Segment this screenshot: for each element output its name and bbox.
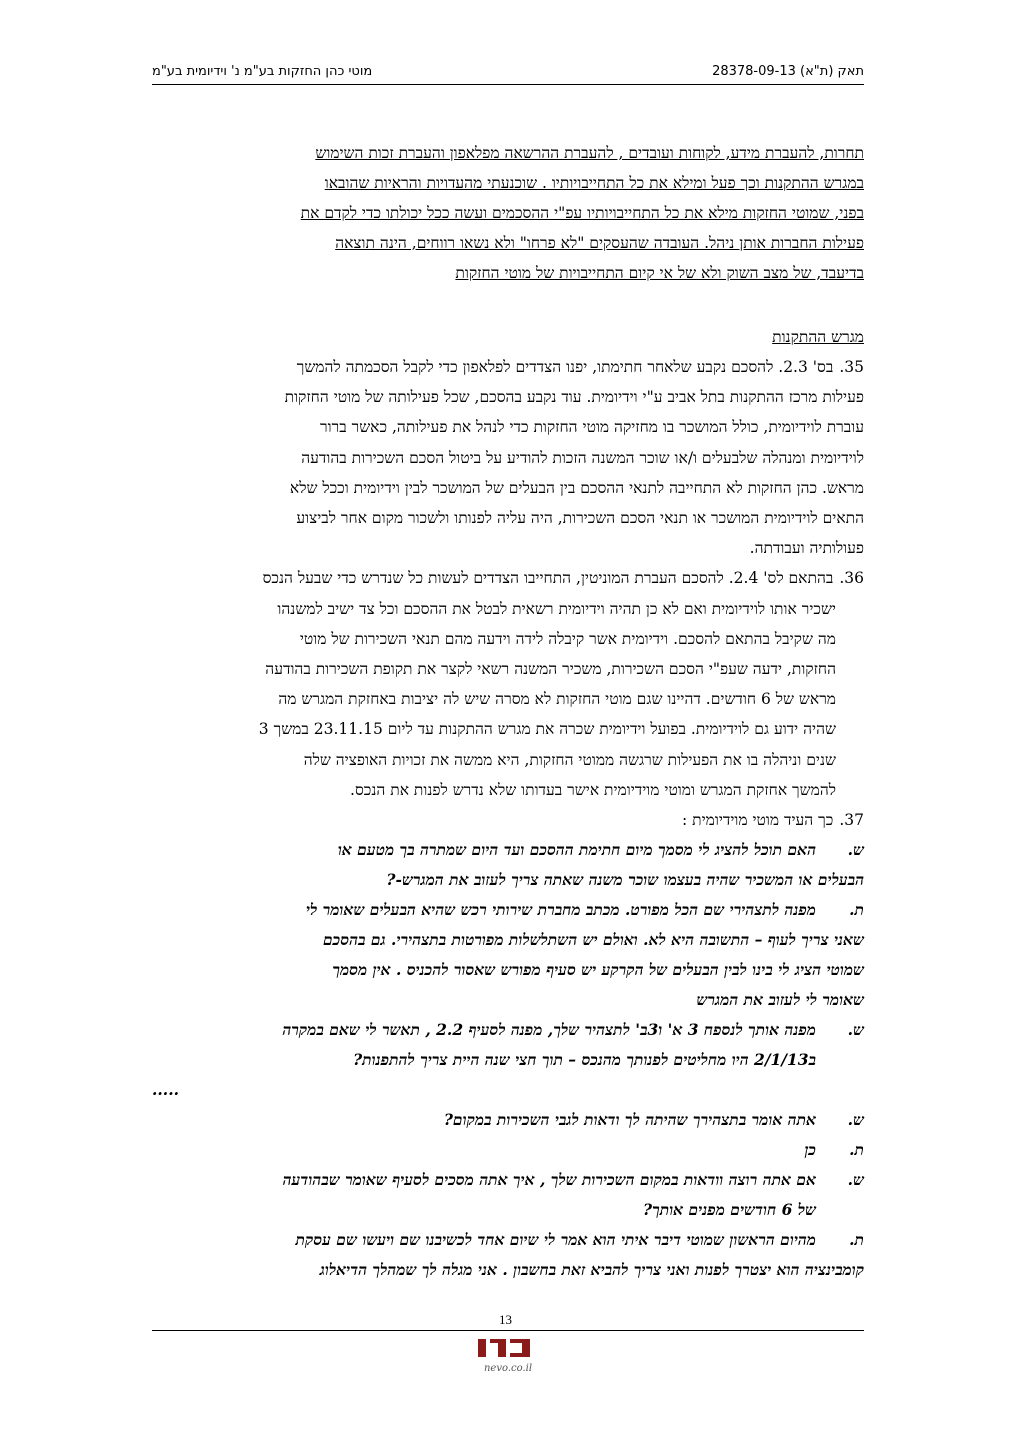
qa-line: כן	[804, 1140, 816, 1160]
qa-line: מפנה לתצהירי שם הכל מפורט. מכתב מחברת שירותי רכש שהיא הבעלים שאומר לי	[305, 900, 816, 920]
qa-text	[152, 895, 864, 1015]
qa-line: קומבינציה הוא יצטרך לפנות ואני צריך להביא זאת בחשבון . אני מגלה לך שמהלך הדיאלוג	[319, 1260, 864, 1280]
case-number: תאק (ת"א) 28378-09-13	[712, 64, 864, 79]
qa-label: ת.	[849, 900, 864, 920]
paragraph-text: כך העיד מוטי מוידיומית :	[682, 811, 834, 830]
qa-label: ת.	[849, 1140, 864, 1160]
qa-line: של 6 חודשים מפנים אותך?	[643, 1200, 816, 1220]
paragraph-line	[152, 352, 864, 382]
footer-divider	[152, 1330, 864, 1331]
qa-line: מהיום הראשון שמוטי דיבר איתי הוא אמר לי שיום אחד לכשיבנו שם ויעשו שם עסקת	[295, 1230, 816, 1250]
paragraph-number: 36.	[839, 569, 864, 588]
paragraph-number: 37.	[839, 811, 864, 830]
paragraph-line: שנים וניהלה בו את הפעילות שרגשה ממוטי החזקות, היא ממשה את זכויות האופציה שלה	[303, 750, 836, 769]
qa-text	[152, 1165, 816, 1225]
paragraph-line: פעולותיה ועבודתה.	[749, 539, 864, 558]
qa-label: ש.	[847, 840, 864, 860]
paragraph-text: בהתאם לס' 2.4. להסכם העברת המוניטין, התחייבו הצדדים לעשות כל שנדרש כדי שבעל הנכס	[262, 569, 834, 588]
omission-dots: .....	[152, 1080, 179, 1100]
qa-label: ש.	[847, 1170, 864, 1190]
qa-item	[152, 1015, 864, 1075]
paragraph-37	[152, 805, 864, 835]
paragraph-text: בס' 2.3. להסכם נקבע שלאחר חתימתו, יפנו הצדדים לפלאפון כדי לקבל הסכמתה להמשך	[296, 358, 834, 376]
paragraph-line: מראש. כהן החזקות לא התחייבה לתנאי ההסכם בין הבעלים של המושכר לבין וידיומית וככל שלא	[289, 478, 864, 497]
paragraph-line: מראש של 6 חודשים. דהיינו שגם מוטי החזקות לא מסרה שיש לה יציבות באחזקת המגרש מה	[278, 690, 836, 709]
qa-item	[152, 835, 864, 895]
intro-paragraph	[152, 138, 864, 288]
nevo-logo	[468, 1335, 548, 1375]
qa-item	[152, 1135, 864, 1165]
qa-line: האם תוכל להציג לי מסמך מיום חתימת ההסכם ועד היום שמתרה בך מטעם או	[337, 840, 816, 860]
paragraph-line: עוברת לוידיומית, כולל המושכר בו מחזיקה מוטי החזקות כדי לנהל את פעילותה, כאשר ברור	[320, 418, 864, 437]
section-title: מגרש ההתקנות	[772, 328, 864, 346]
testimony-block	[152, 835, 864, 1285]
qa-label: ת.	[849, 1230, 864, 1250]
case-parties: מוטי כהן החזקות בע"מ נ' וידיומית בע"מ	[152, 64, 373, 79]
paragraph-line: ישכיר אותו לוידיומית ואם לא כן תהיה וידיומית רשאית לבטל את ההסכם וכל צד ישיב למשנהו	[277, 599, 836, 618]
qa-line: שאומר לי לעזוב את המגרש	[696, 990, 864, 1010]
paragraph-line: התאים לוידיומית המושכר או תנאי הסכם השכירות, היה עליה לפנותו ולשכור מקום אחר לביצוע	[296, 509, 864, 528]
paragraph-line: פעילות מרכז ההתקנות בתל אביב ע"י וידיומית. עוד נקבע בהסכם, שכל פעילותה של מוטי החזקות	[284, 388, 864, 407]
intro-line: פעילות החברות אותן ניהל. העובדה שהעסקים "לא פרחו" ולא נשאו רווחים, הינה תוצאה	[335, 234, 864, 252]
qa-text	[152, 835, 864, 895]
paragraph-36	[152, 563, 864, 805]
intro-line: בפני, שמוטי החזקות מילא את כל התחייבויותיו עפ"י ההסכמים ועשה ככל יכולתו כדי לקדם את	[300, 204, 864, 222]
paragraph-line: לוידיומית ומנהלה שלבעלים ו/או שוכר המשנה הזכות להודיע על ביטול הסכם השכירות בהודעה	[301, 448, 864, 467]
qa-line: אתה אומר בתצהירך שהיתה לך ודאות לגבי השכירות במקום?	[443, 1110, 816, 1130]
paragraph-line: שהיה ידוע גם לוידיומית. בפועל וידיומית שכרה את מגרש ההתקנות עד ליום 23.11.15 במשך 3	[258, 720, 836, 739]
qa-line: שאני צריך לעוף – התשובה היא לא. ואולם יש השתלשלות מפורטות בתצהירי. גם בהסכם	[323, 930, 864, 950]
logo-mark	[478, 1339, 530, 1357]
paragraph-line	[152, 563, 864, 593]
qa-line: הבעלים או המשכיר שהיה בעצמו שוכר משנה שאתה צריך לעזוב את המגרש-?	[386, 870, 864, 890]
qa-item	[152, 1105, 864, 1135]
qa-line: אם אתה רוצה וודאות במקום השכירות שלך , איך אתה מסכים לסעיף שאומר שבהודעה	[282, 1170, 816, 1190]
intro-line: תחרות, להעברת מידע, לקוחות ועובדים , להעברת ההרשאה מפלאפון והעברת זכות השימוש	[315, 144, 864, 162]
paragraph-line	[152, 805, 864, 835]
qa-text	[152, 1105, 816, 1135]
intro-line: בדיעבד, של מצב השוק ולא של אי קיום התחייבויות של מוטי החזקות	[455, 264, 864, 282]
qa-item	[152, 1225, 864, 1285]
qa-line: ב2/1/13 היו מחליטים לפנותך מהנכס – תוך חצי שנה היית צריך להתפנות?	[353, 1050, 816, 1070]
page-number: 13	[499, 1312, 512, 1327]
qa-line: שמוטי הציג לי בינו לבין הבעלים של הקרקע יש סעיף מפורש שאסור להכניס . אין מסמך	[332, 960, 864, 980]
qa-label: ש.	[847, 1020, 864, 1040]
qa-text	[152, 1015, 816, 1075]
intro-line: במגרש ההתקנות וכך פעל ומילא את כל התחייבויותיו . שוכנעתי מהעדויות והראיות שהובאו	[324, 174, 864, 192]
paragraph-line: להמשך אחזקת המגרש ומוטי מוידיומית אישר בעדותו שלא נדרש לפנות את הנכס.	[350, 780, 836, 799]
paragraph-line: מה שקיבל בהתאם להסכם. וידיומית אשר קיבלה לידה וידעה מהם תנאי השכירות של מוטי	[299, 629, 836, 648]
qa-line: מפנה אותך לנספח 3 א' ו3ב' לתצהיר שלך, מפנה לסעיף 2.2 , תאשר לי שאם במקרה	[282, 1020, 816, 1040]
paragraph-line: החזקות, ידעה שעפ"י הסכם השכירות, משכיר המשנה רשאי לקצר את תקופת השכירות בהודעה	[265, 660, 836, 679]
paragraph-35	[152, 352, 864, 563]
qa-item	[152, 1165, 864, 1225]
qa-text	[152, 1135, 816, 1165]
paragraph-number: 35.	[839, 358, 864, 376]
document-body	[152, 138, 864, 1285]
logo-site: nevo.co.il	[483, 1363, 533, 1374]
qa-text	[152, 1225, 864, 1285]
qa-label: ש.	[847, 1110, 864, 1130]
qa-item	[152, 895, 864, 1015]
page-header	[152, 62, 864, 85]
